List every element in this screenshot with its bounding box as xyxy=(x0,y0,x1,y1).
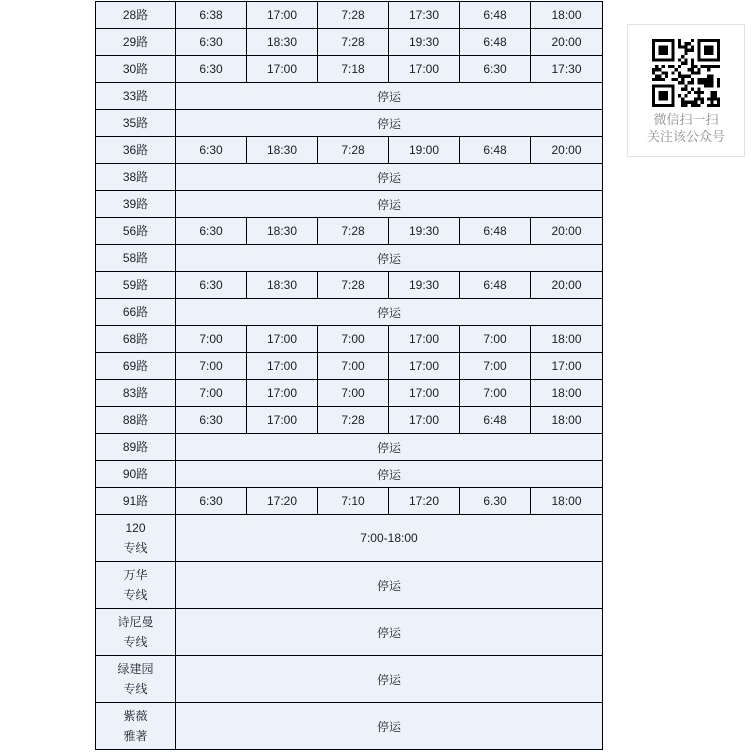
route-name-cell: 69路 xyxy=(96,353,176,380)
route-name-cell: 紫薇 雅著 xyxy=(96,703,176,750)
time-cell: 7:00 xyxy=(176,380,247,407)
status-cell: 7:00-18:00 xyxy=(176,515,603,562)
time-cell: 17:30 xyxy=(389,2,460,29)
route-name-cell: 120 专线 xyxy=(96,515,176,562)
table-row xyxy=(96,434,603,461)
time-cell: 6:48 xyxy=(460,29,531,56)
table-row xyxy=(96,83,603,110)
status-cell: 停运 xyxy=(176,164,603,191)
route-name-cell: 56路 xyxy=(96,218,176,245)
bus-schedule-table xyxy=(95,1,603,750)
table-row xyxy=(96,164,603,191)
table-row xyxy=(96,245,603,272)
time-cell: 17:00 xyxy=(247,380,318,407)
time-cell: 17:00 xyxy=(389,56,460,83)
time-cell: 7:00 xyxy=(176,353,247,380)
time-cell: 17:00 xyxy=(247,56,318,83)
route-name-cell: 68路 xyxy=(96,326,176,353)
table-row xyxy=(96,2,603,29)
table-row xyxy=(96,407,603,434)
table-row xyxy=(96,218,603,245)
table-row xyxy=(96,703,603,750)
time-cell: 6:48 xyxy=(460,2,531,29)
time-cell: 6:30 xyxy=(176,218,247,245)
route-name-cell: 91路 xyxy=(96,488,176,515)
status-cell: 停运 xyxy=(176,245,603,272)
route-name-cell: 89路 xyxy=(96,434,176,461)
time-cell: 7:28 xyxy=(318,218,389,245)
route-name-cell: 58路 xyxy=(96,245,176,272)
time-cell: 17:20 xyxy=(247,488,318,515)
table-row xyxy=(96,353,603,380)
time-cell: 18:30 xyxy=(247,29,318,56)
route-name-cell: 28路 xyxy=(96,2,176,29)
status-cell: 停运 xyxy=(176,562,603,609)
table-row xyxy=(96,110,603,137)
table-row xyxy=(96,29,603,56)
time-cell: 6:48 xyxy=(460,218,531,245)
route-name-cell: 39路 xyxy=(96,191,176,218)
time-cell: 17:20 xyxy=(389,488,460,515)
table-row xyxy=(96,272,603,299)
table-row xyxy=(96,515,603,562)
time-cell: 7:28 xyxy=(318,407,389,434)
time-cell: 20:00 xyxy=(531,218,603,245)
route-name-cell: 33路 xyxy=(96,83,176,110)
time-cell: 6:38 xyxy=(176,2,247,29)
time-cell: 17:00 xyxy=(531,353,603,380)
time-cell: 6.30 xyxy=(460,488,531,515)
table-row xyxy=(96,191,603,218)
time-cell: 17:00 xyxy=(389,407,460,434)
time-cell: 6:30 xyxy=(176,488,247,515)
time-cell: 17:00 xyxy=(247,326,318,353)
status-cell: 停运 xyxy=(176,110,603,137)
time-cell: 7:00 xyxy=(460,326,531,353)
time-cell: 18:30 xyxy=(247,272,318,299)
time-cell: 7:00 xyxy=(176,326,247,353)
time-cell: 7:00 xyxy=(460,353,531,380)
status-cell: 停运 xyxy=(176,461,603,488)
route-name-cell: 38路 xyxy=(96,164,176,191)
status-cell: 停运 xyxy=(176,609,603,656)
time-cell: 18:30 xyxy=(247,137,318,164)
table-row xyxy=(96,380,603,407)
route-name-cell: 30路 xyxy=(96,56,176,83)
table-row xyxy=(96,562,603,609)
table-row xyxy=(96,488,603,515)
time-cell: 18:00 xyxy=(531,488,603,515)
time-cell: 19:30 xyxy=(389,218,460,245)
time-cell: 6:48 xyxy=(460,407,531,434)
time-cell: 7:28 xyxy=(318,29,389,56)
status-cell: 停运 xyxy=(176,83,603,110)
time-cell: 6:30 xyxy=(176,56,247,83)
time-cell: 19:00 xyxy=(389,137,460,164)
time-cell: 7:28 xyxy=(318,272,389,299)
route-name-cell: 59路 xyxy=(96,272,176,299)
qr-caption-line2: 关注该公众号 xyxy=(646,129,725,144)
status-cell: 停运 xyxy=(176,656,603,703)
time-cell: 7:28 xyxy=(318,137,389,164)
table-row xyxy=(96,137,603,164)
table-row xyxy=(96,656,603,703)
time-cell: 6:48 xyxy=(460,272,531,299)
table-row xyxy=(96,56,603,83)
time-cell: 20:00 xyxy=(531,137,603,164)
bus-schedule-section xyxy=(95,1,603,750)
qr-code-icon xyxy=(652,39,720,107)
route-name-cell: 35路 xyxy=(96,110,176,137)
time-cell: 6:30 xyxy=(176,407,247,434)
status-cell: 停运 xyxy=(176,703,603,750)
route-name-cell: 66路 xyxy=(96,299,176,326)
time-cell: 18:30 xyxy=(247,218,318,245)
time-cell: 17:00 xyxy=(247,2,318,29)
time-cell: 20:00 xyxy=(531,29,603,56)
time-cell: 17:00 xyxy=(247,353,318,380)
time-cell: 7:10 xyxy=(318,488,389,515)
time-cell: 6:48 xyxy=(460,137,531,164)
time-cell: 18:00 xyxy=(531,407,603,434)
route-name-cell: 83路 xyxy=(96,380,176,407)
table-row xyxy=(96,299,603,326)
time-cell: 6:30 xyxy=(176,137,247,164)
time-cell: 19:30 xyxy=(389,272,460,299)
time-cell: 20:00 xyxy=(531,272,603,299)
table-row xyxy=(96,461,603,488)
route-name-cell: 90路 xyxy=(96,461,176,488)
time-cell: 19:30 xyxy=(389,29,460,56)
route-name-cell: 29路 xyxy=(96,29,176,56)
time-cell: 6:30 xyxy=(176,272,247,299)
time-cell: 18:00 xyxy=(531,2,603,29)
route-name-cell: 万华 专线 xyxy=(96,562,176,609)
time-cell: 18:00 xyxy=(531,380,603,407)
time-cell: 6:30 xyxy=(176,29,247,56)
status-cell: 停运 xyxy=(176,299,603,326)
table-row xyxy=(96,326,603,353)
status-cell: 停运 xyxy=(176,434,603,461)
status-cell: 停运 xyxy=(176,191,603,218)
time-cell: 7:18 xyxy=(318,56,389,83)
wechat-qr-panel xyxy=(627,24,745,157)
route-name-cell: 36路 xyxy=(96,137,176,164)
time-cell: 7:00 xyxy=(318,380,389,407)
route-name-cell: 绿建园 专线 xyxy=(96,656,176,703)
time-cell: 7:28 xyxy=(318,2,389,29)
time-cell: 6:30 xyxy=(460,56,531,83)
table-row xyxy=(96,609,603,656)
time-cell: 18:00 xyxy=(531,326,603,353)
time-cell: 17:00 xyxy=(389,380,460,407)
time-cell: 7:00 xyxy=(318,326,389,353)
route-name-cell: 88路 xyxy=(96,407,176,434)
qr-caption-line1: 微信扫一扫 xyxy=(653,112,719,127)
time-cell: 17:00 xyxy=(389,326,460,353)
time-cell: 7:00 xyxy=(460,380,531,407)
time-cell: 17:00 xyxy=(247,407,318,434)
time-cell: 17:00 xyxy=(389,353,460,380)
route-name-cell: 诗尼曼 专线 xyxy=(96,609,176,656)
schedule-table-body xyxy=(96,2,603,750)
time-cell: 17:30 xyxy=(531,56,603,83)
time-cell: 7:00 xyxy=(318,353,389,380)
